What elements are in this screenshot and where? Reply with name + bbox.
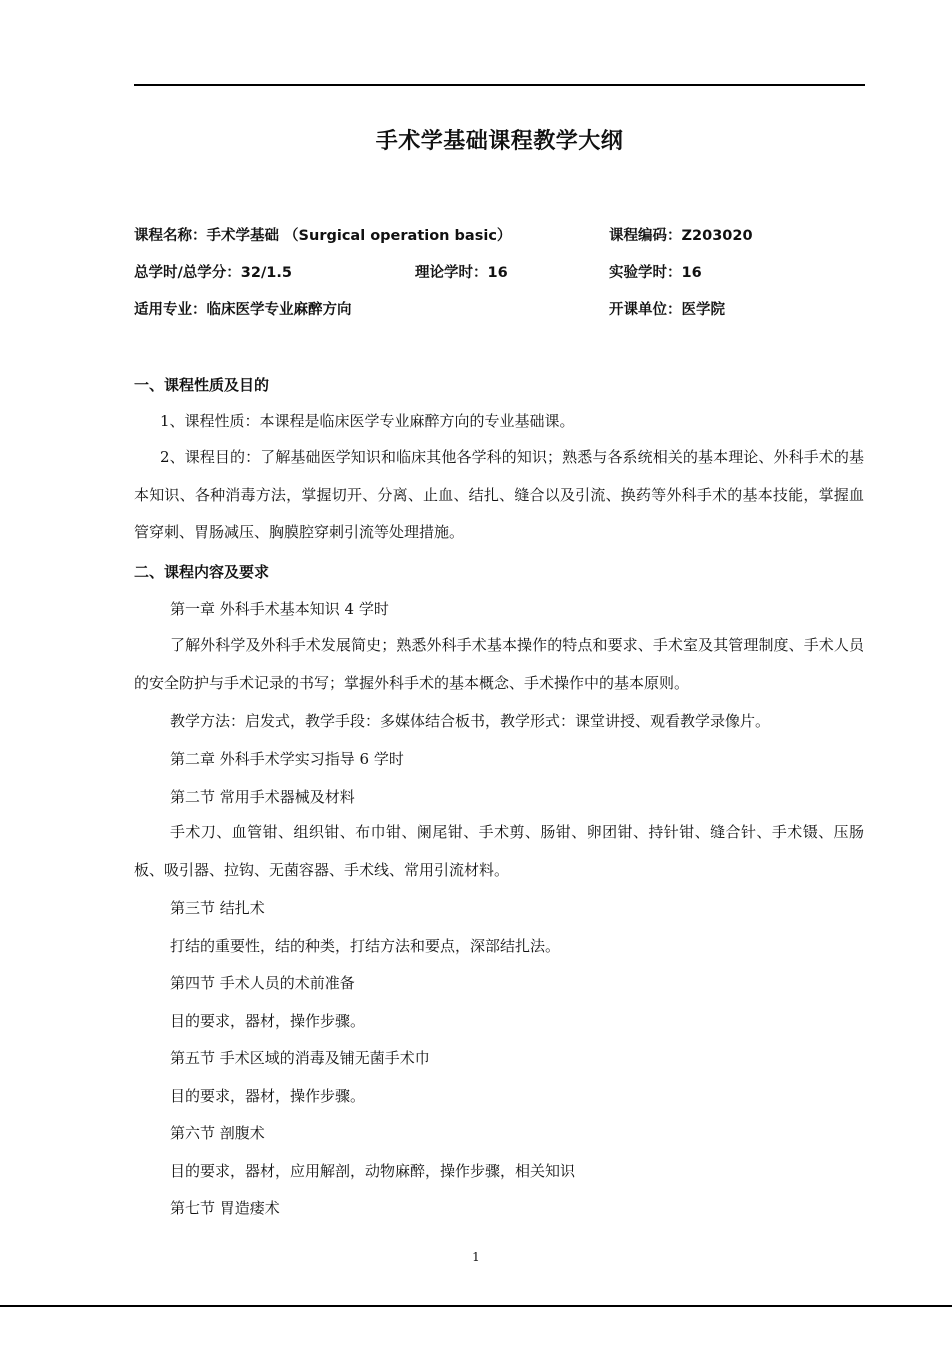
section-heading-content: 二、课程内容及要求 <box>134 563 270 581</box>
section-3-title: 第三节 结扎术 <box>170 899 265 917</box>
chapter-1-teaching-method: 教学方法：启发式，教学手段：多媒体结合板书，教学形式：课堂讲授、观看教学录像片。 <box>170 712 771 730</box>
page-number: 1 <box>472 1250 480 1264</box>
course-nature: 1、课程性质：本课程是临床医学专业麻醉方向的专业基础课。 <box>160 412 575 430</box>
chapter-1-title: 第一章 外科手术基本知识 4 学时 <box>170 600 389 618</box>
document-title: 手术学基础课程教学大纲 <box>375 129 624 154</box>
section-6-body: 目的要求，器材，应用解剖，动物麻醉，操作步骤，相关知识 <box>170 1162 576 1180</box>
section-6-title: 第六节 剖腹术 <box>170 1124 265 1142</box>
section-5-title: 第五节 手术区域的消毒及铺无菌手术巾 <box>170 1049 430 1067</box>
section-heading-nature: 一、课程性质及目的 <box>134 376 270 394</box>
theory-hours: 理论学时：16 <box>415 265 508 281</box>
footer-rule <box>0 1305 952 1307</box>
section-4-body: 目的要求，器材，操作步骤。 <box>170 1012 366 1030</box>
section-3-body: 打结的重要性，结的种类，打结方法和要点，深部结扎法。 <box>170 937 561 955</box>
section-2-title: 第二节 常用手术器械及材料 <box>170 788 355 806</box>
section-4-title: 第四节 手术人员的术前准备 <box>170 974 355 992</box>
course-code: 课程编码：Z203020 <box>609 228 753 244</box>
section-5-body: 目的要求，器材，操作步骤。 <box>170 1087 366 1105</box>
course-name: 课程名称：手术学基础 （Surgical operation basic） <box>134 228 512 244</box>
header-rule <box>134 84 865 86</box>
chapter-1-body: 了解外科学及外科手术发展简史；熟悉外科手术基本操作的特点和要求、手术室及其管理制度、手术人员的安全防护与手术记录的书写；掌握外科手术的基本概念、手术操作中的基本原则。 <box>134 636 864 692</box>
chapter-2-title: 第二章 外科手术学实习指导 6 学时 <box>170 750 404 768</box>
section-2-body: 手术刀、血管钳、组织钳、布巾钳、阑尾钳、手术剪、肠钳、卵团钳、持针钳、缝合针、手术镊、压肠板、吸引器、拉钩、无菌容器、手术线、常用引流材料。 <box>134 823 864 879</box>
applicable-major: 适用专业：临床医学专业麻醉方向 <box>134 302 352 318</box>
lab-hours: 实验学时：16 <box>609 265 702 281</box>
course-purpose: 2、课程目的：了解基础医学知识和临床其他各学科的知识；熟悉与各系统相关的基本理论、外科手术的基本知识、各种消毒方法，掌握切开、分离、止血、结扎、缝合以及引流、换药等外科手术的基本技能，掌握血管穿刺、胃肠减压、胸膜腔穿刺引流等处理措施。 <box>134 448 864 541</box>
hours-credits: 总学时/总学分：32/1.5 <box>134 265 292 281</box>
offering-department: 开课单位：医学院 <box>609 302 725 318</box>
section-7-title: 第七节 胃造瘘术 <box>170 1199 280 1217</box>
